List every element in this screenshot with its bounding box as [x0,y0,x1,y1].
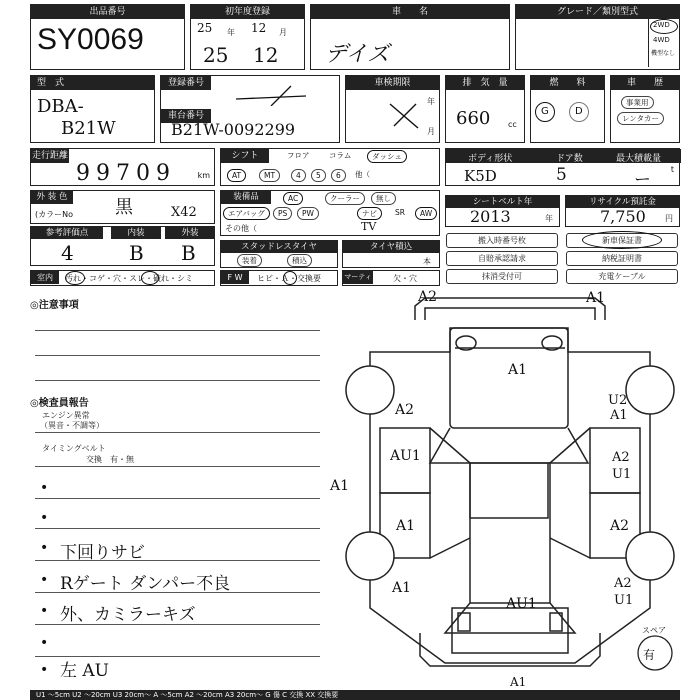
interior-cond-label: 室内 [31,271,59,284]
interior-scuff-circle [141,271,159,285]
car-name-label: 車 名 [311,5,509,19]
inspection-cross-mark [386,100,422,130]
reg-no-cross-out [231,84,311,106]
shift-label: シフト [221,149,269,163]
reg-no-label: 登録番号 [161,76,211,90]
bullet-7: • [40,662,49,678]
damage-label-left-front-door: AU1 [390,448,421,464]
warranty-circle [582,231,662,249]
bullet-4: • [40,572,49,588]
body-box [445,148,680,190]
model-value-2: B21W [61,118,116,139]
color-label: 外 装 色 [31,191,73,204]
interior-value: B [129,241,144,265]
interior-dirty-circle [65,271,85,285]
bullet-1: • [40,480,49,496]
equip-pw: PW [297,207,319,220]
history-label: 車 歴 [611,76,679,90]
grade-label: グレード／類別型式 [516,5,679,19]
color-value: 黒 [115,197,133,218]
legend-strip [30,690,680,700]
score-label: 参考評価点 [31,227,103,239]
document-button-6: 充電ケーブル [566,269,678,284]
legend-text: U1 ～5cm U2 ～20cm U3 20cm～ A ～5cm A2 ～20cm A3 20cm～ G 傷 C 交換 XX 交換要 [36,691,339,699]
marine-box [342,270,440,294]
exterior-label: 外装 [165,227,215,239]
engine-label: エンジン異常 [42,411,90,420]
first-registration-box [190,4,305,70]
fw-a-circle [283,271,297,285]
equip-other-value: TV [361,220,377,233]
shift-floor: フロア [287,151,310,160]
color-code: X42 [171,205,197,220]
damage-label-right-fender-a: A1 [610,408,628,423]
fw-label: F W [221,271,249,284]
drive-4wd: 4WD [653,36,670,44]
trans-4: 4 [291,169,306,182]
windshield-box [220,270,338,286]
body-value: K5D [464,167,497,185]
interior-label: 内装 [111,227,161,239]
score-box [30,226,215,266]
equip-airbag-circled: エアバッグ [223,207,270,220]
registration-box [160,75,340,143]
damage-label-right-fender-u: U2 [608,393,628,408]
first-reg-year-print: 25 [197,21,213,35]
shift-box [220,148,440,186]
displacement-value: 660 [456,108,491,129]
mileage-value: 99709 [76,161,176,186]
drive-other: 機型なし [651,50,676,57]
first-reg-month-print: 12 [251,21,267,35]
tire-label: タイヤ積込 [343,241,439,253]
lot-number: SY0069 [37,23,144,56]
interior-condition-box [30,270,215,286]
drive-type-box [648,19,679,67]
belt-year-unit: 年 [545,214,553,223]
studless-loaded: 積込 [287,254,312,267]
document-button-3: 自賠承認請求 [446,251,558,266]
note-left-au: 左 AU [60,661,110,681]
report-line-3 [35,498,320,499]
seatbelt-box [445,195,560,227]
note-mirror-scratch: 外、カミラーキズ [60,605,196,625]
studless-box [220,240,338,268]
equip-ps: PS [273,207,292,220]
spare-value: 有 [643,648,656,662]
engine-sub: （異音・不調等） [40,421,104,430]
doors-value: 5 [556,165,567,185]
damage-label-left-fender: A2 [395,402,415,418]
month-unit: 月 [279,28,287,37]
belt-label: シートベルト年 [446,196,559,208]
cc-unit: cc [508,120,517,129]
damage-label-front-left: A2 [418,289,438,305]
first-reg-label: 初年度登録 [191,5,304,19]
damage-label-left-rear-door: A1 [396,518,416,534]
note-underbody-rust: 下回りサビ [60,543,145,563]
inspection-box [345,75,440,143]
car-damage-diagram [330,288,690,683]
damage-label-right-front-door-u: U1 [612,467,632,482]
fuel-g: G [541,106,549,117]
trans-mt: MT [259,169,280,182]
damage-label-right-rear-door: A2 [610,518,630,534]
interior-cond-opts: 汚れ・コゲ・穴・スレ・破れ・シミ [65,274,193,283]
timing-opts: 交換 有・無 [86,455,134,464]
inspector-title: ◎検査員報告 [30,398,89,409]
body-label: ボディ形状 [468,154,513,164]
damage-label-left-quarter: A1 [392,580,412,596]
damage-label-left-side: A1 [330,478,350,494]
shift-dash-circled: ダッシュ [367,150,407,163]
caution-line-2 [35,355,320,356]
damage-label-right-front-door-a: A2 [612,450,630,465]
model-value-1: DBA- [37,96,84,117]
equip-aw-circled: AW [415,207,437,220]
color-box [30,190,215,224]
model-box [30,75,155,143]
chassis-value: B21W-0092299 [171,120,296,139]
color-sub: (カラーNo [35,210,73,219]
mileage-box [30,148,215,186]
capacity-label: 最大積載量 [616,154,662,164]
damage-label-rear-bumper: A1 [510,675,527,689]
car-name-box [310,4,510,70]
drive-2wd-circle [650,19,678,34]
trans-other: 他（ [355,170,370,179]
report-line-7 [35,624,320,625]
studless-mounted: 装着 [237,254,262,267]
damage-label-rear-gate: AU1 [506,596,537,612]
marine-opts: 欠・穴 [393,274,417,283]
report-line-1 [35,432,320,433]
bullet-2: • [40,510,49,526]
fuel-d-circle [569,102,589,122]
car-name: デイズ [325,42,390,67]
fuel-label: 燃 料 [531,76,604,90]
equip-other: その他（ [225,224,257,233]
damage-label-right-quarter-a: A2 [614,576,632,591]
tire-box [342,240,440,268]
inspection-month-unit: 月 [427,127,435,136]
chassis-label: 車台番号 [161,109,211,123]
fuel-g-circle [535,102,555,122]
inspection-year-unit: 年 [427,97,435,106]
bullet-3: • [40,540,49,556]
score-value: 4 [61,241,74,265]
recycle-box [565,195,680,227]
lot-label: 出品番号 [31,5,184,19]
equip-none: 無し [371,192,396,205]
shift-column: コラム [329,151,352,160]
bullet-6: • [40,635,49,651]
document-button-1: 搬入時番号枚 [446,233,558,248]
report-line-5 [35,560,320,561]
year-unit: 年 [227,28,235,37]
document-button-5: 抹消受付可 [446,269,558,284]
mileage-label: 走行距離 [31,151,68,161]
damage-label-hood: A1 [508,362,528,378]
damage-label-front-right: A1 [586,290,606,306]
caution-line-3 [35,380,320,381]
inspection-label: 車検期限 [346,76,439,90]
equip-label: 装備品 [221,191,271,204]
caution-title: ◎注意事項 [30,300,79,311]
timing-label: タイミングベルト [42,444,106,453]
equip-navi-circled: ナビ [357,207,382,220]
equip-ac-circled: AC [283,192,303,205]
marine-label: マーティオ [344,273,372,294]
recycle-label: リサイクル預託金 [566,196,679,208]
fw-opts: ヒビ・Ａ・交換要 [257,274,321,283]
belt-value: 2013 [470,207,511,226]
km-unit: km [197,171,210,180]
report-line-2 [35,466,320,467]
yen-unit: 円 [665,214,673,223]
exterior-value: B [181,241,196,265]
equipment-box [220,190,440,236]
tire-unit: 本 [423,257,431,266]
capacity-value: ー [634,170,651,190]
first-reg-month-hw: 12 [253,43,279,67]
equip-sr: SR [395,208,405,217]
first-reg-year-hw: 25 [203,43,229,67]
displacement-box [445,75,525,143]
note-rear-gate-damper: Rゲート ダンパー不良 [60,574,231,594]
equip-cooler: クーラー [325,192,365,205]
spare-label: スペア [642,626,666,635]
recycle-value: 7,750 [600,207,646,226]
trans-6: 6 [331,169,346,182]
grade-box [515,4,680,70]
displacement-label: 排 気 量 [446,76,524,90]
model-label: 型 式 [31,76,154,90]
report-line-4 [35,528,320,529]
fuel-box [530,75,605,143]
fuel-d: D [575,106,583,117]
damage-label-right-quarter-u: U1 [614,593,634,608]
history-box [610,75,680,143]
bullet-5: • [40,603,49,619]
doors-label: ドア数 [556,154,583,164]
caution-line-1 [35,330,320,331]
history-rental: レンタカー [617,112,664,125]
lot-number-box [30,4,185,70]
report-line-6 [35,592,320,593]
document-button-4: 納税証明書 [566,251,678,266]
history-business: 事業用 [621,96,654,109]
drive-2wd: 2WD [653,21,670,29]
document-button-2: 新車保証書 [566,233,678,248]
trans-5: 5 [311,169,326,182]
capacity-unit: t [670,165,674,174]
studless-label: スタッドレスタイヤ [221,241,337,253]
trans-at-circled: AT [227,169,246,182]
